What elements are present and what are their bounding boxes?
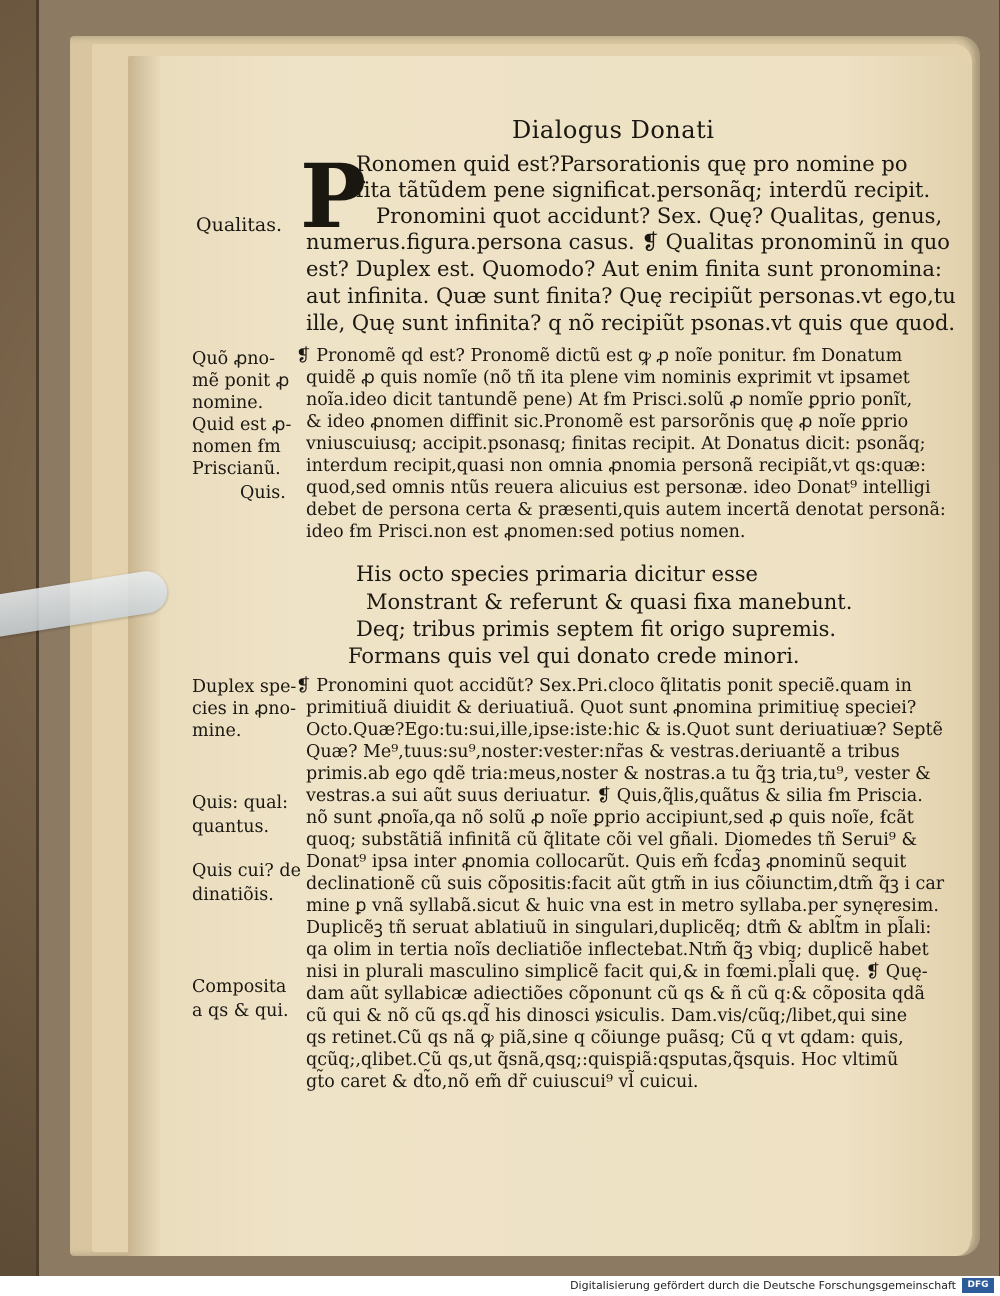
- commentary-line: noĩa.ideo dicit tantundẽ pene) At ẜm Prisci.solũ ꝓ nomĩe ꝑprio ponĩt,: [306, 390, 913, 410]
- footer-bar: [0, 1276, 1000, 1296]
- marginal-note-quis-qualis-1: Quis: qual:: [192, 793, 289, 813]
- marginal-note-duplex-3: mine.: [192, 721, 242, 741]
- main-line: numerus.figura.persona casus. ❡ Qualitas pronominũ in quo: [306, 230, 950, 254]
- main-line: ille, Quę sunt infinita? q nõ recipiũt psonas.vt quis que quod.: [306, 311, 956, 335]
- commentary-line: debet de persona certa & præsenti,quis autem incertã denotat personã:: [306, 500, 946, 520]
- dfg-logo: DFG: [962, 1278, 994, 1293]
- main-line: Pronomini quot accidunt? Sex. Quę? Qualitas, genus,: [376, 204, 943, 228]
- drop-capital: P: [300, 144, 367, 248]
- funding-credit: Digitalisierung gefördert durch die Deutsche Forschungsgemeinschaft: [570, 1279, 956, 1292]
- verse-line: Formans quis vel qui donato crede minori.: [348, 644, 800, 668]
- main-line: Ronomen quid est?Parsorationis quę pro nomine po: [356, 152, 908, 176]
- main-line: aut infinita. Quæ sunt finita? Quę recipiũt personas.vt ego,tu: [306, 284, 956, 308]
- marginal-note-duplex-1: Duplex spe-: [192, 677, 297, 697]
- commentary-line: cũ qui & nõ cũ qs.qd̃ his dinosci ꝟsiculis. Dam.vis/cũq;/libet,qui sine: [306, 1006, 908, 1026]
- commentary-line: Octo.Quæ?Ego:tu:sui,ille,ipse:iste:hic & is.Quot sunt deriuatiuæ? Septẽ: [306, 720, 943, 740]
- commentary-line: mine ꝑ vnã syllabã.sicut & huic vna est in metro syllaba.per synęresim.: [306, 896, 939, 916]
- marginal-note-composita-1: Composita: [192, 977, 287, 997]
- commentary-line: & ideo ꝓnomen diffinit sic.Pronomẽ est parsorõnis quę ꝓ noĩe ꝑprio: [306, 412, 909, 432]
- commentary-line: qa olim in tertia noĩs decliatiõe inflectebat.Ntm̃ q̃ꝫ vbiq; duplicẽ habet: [306, 940, 929, 960]
- commentary-line: quidẽ ꝓ quis nomĩe (nõ tñ ita plene vim nominis exprimit vt ipsamet: [306, 368, 910, 388]
- verse-line: Monstrant & referunt & quasi fixa manebunt.: [366, 590, 853, 614]
- marginal-note-quis-cui-1: Quis cui? de: [192, 861, 301, 881]
- marginal-note-quo-pronomen-2: mẽ ponit ꝓ: [192, 371, 290, 391]
- commentary-line: qs retinet.Cũ qs nã ꝙ piã,sine q cõiunge puãsq; Cũ q vt qdam: quis,: [306, 1028, 904, 1048]
- commentary-line: qcũq;,qlibet.Cũ qs,ut q̃snã,qsq;:quispiã:qsputas,q̃squis. Hoc vltimũ: [306, 1050, 899, 1070]
- commentary-line: ❡ Pronomini quot accidũt? Sex.Pri.cloco q̃litatis ponit speciẽ.quam in: [296, 676, 912, 696]
- commentary-line: declinationẽ cũ suis cõpositis:facit aũt gtm̃ in ius cõiunctim,dtm̃ q̃ꝫ i car: [306, 874, 945, 894]
- marginal-note-composita-2: a qs & qui.: [192, 1001, 289, 1021]
- commentary-line: quod,sed omnis ntũs reuera alicuius est personæ. ideo Donat⁹ intelligi: [306, 478, 931, 498]
- marginal-note-qualitas: Qualitas.: [196, 214, 283, 236]
- running-header: Dialogus Donati: [512, 116, 715, 144]
- commentary-line: Donat⁹ ipsa inter ꝓnomia collocarũt. Quis em̃ ẜcd̃aꝫ ꝓnominũ sequit: [306, 852, 907, 872]
- marginal-note-quo-pronomen-4: Quid est ꝓ-: [192, 415, 292, 435]
- commentary-line: interdum recipit,quasi non omnia ꝓnomia personã recipiãt,vt qs:quæ:: [306, 456, 927, 476]
- commentary-line: ❡ Pronomẽ qd est? Pronomẽ dictũ est ꝙ ꝓ noĩe ponitur. ẜm Donatum: [296, 346, 903, 366]
- commentary-line: Duplicẽꝫ tñ seruat ablatiuũ in singulari,duplicẽq; dtm̃ & ablt̃m in pl̃ali:: [306, 918, 932, 938]
- commentary-line: vniuscuiusq; accipit.psonasq; finitas recipit. At Donatus dicit: psonãq;: [306, 434, 926, 454]
- commentary-line: gt̃o caret & dt̃o,nõ em̃ dr̃ cuiuscui⁹ vl̃ cuicui.: [306, 1072, 699, 1092]
- marginal-note-quo-pronomen-1: Quõ ꝓno-: [192, 349, 275, 369]
- commentary-line: ideo ẜm Prisci.non est ꝓnomen:sed potius nomen.: [306, 522, 746, 542]
- commentary-line: quoq; substãtiã infinitã cũ q̃litate cõi vel gñali. Diomedes tñ Serui⁹ &: [306, 830, 918, 850]
- verse-line: Deq; tribus primis septem fit origo supremis.: [356, 617, 837, 641]
- marginal-note-quo-pronomen-3: nomine.: [192, 393, 264, 413]
- marginal-note-quis-cui-2: dinatiõis.: [192, 885, 274, 905]
- marginal-note-quo-pronomen-5: nomen ẜm: [192, 437, 281, 457]
- main-line: ſita tãtũdem pene significat.personãq; interdũ recipit.: [356, 178, 931, 202]
- marginal-note-quis: Quis.: [240, 483, 286, 503]
- commentary-line: primis.ab ego qdẽ tria:meus,noster & nostras.a tu q̃ꝫ tria,tu⁹, vester &: [306, 764, 931, 784]
- commentary-line: vestras.a sui aũt suus deriuatur. ❡ Quis,q̃lis,quãtus & silia ẜm Priscia.: [306, 786, 923, 806]
- verse-line: His octo species primaria dicitur esse: [356, 562, 758, 586]
- commentary-line: primitiuã diuidit & deriuatiuã. Quot sunt ꝓnomina primitiuę speciei?: [306, 698, 917, 718]
- commentary-line: dam aũt syllabicæ adiectiões cõponunt cũ qs & ñ cũ q:& cõposita qdã: [306, 984, 925, 1004]
- marginal-note-duplex-2: cies in ꝓno-: [192, 699, 297, 719]
- commentary-line: nõ sunt ꝓnoĩa,qa nõ solũ ꝓ noĩe ꝑprio accipiunt,sed ꝓ quis noĩe, ẜcãt: [306, 808, 914, 828]
- marginal-note-quis-qualis-2: quantus.: [192, 817, 270, 837]
- marginal-note-quo-pronomen-6: Priscianũ.: [192, 459, 281, 479]
- commentary-line: Quæ? Me⁹,tuus:su⁹,noster:vester:nr̃as & vestras.deriuantẽ a tribus: [306, 742, 900, 762]
- commentary-line: nisi in plurali masculino simplicẽ facit qui,& in fœmi.pl̃ali quę. ❡ Quę-: [306, 962, 928, 982]
- main-line: est? Duplex est. Quomodo? Aut enim finita sunt pronomina:: [306, 257, 942, 281]
